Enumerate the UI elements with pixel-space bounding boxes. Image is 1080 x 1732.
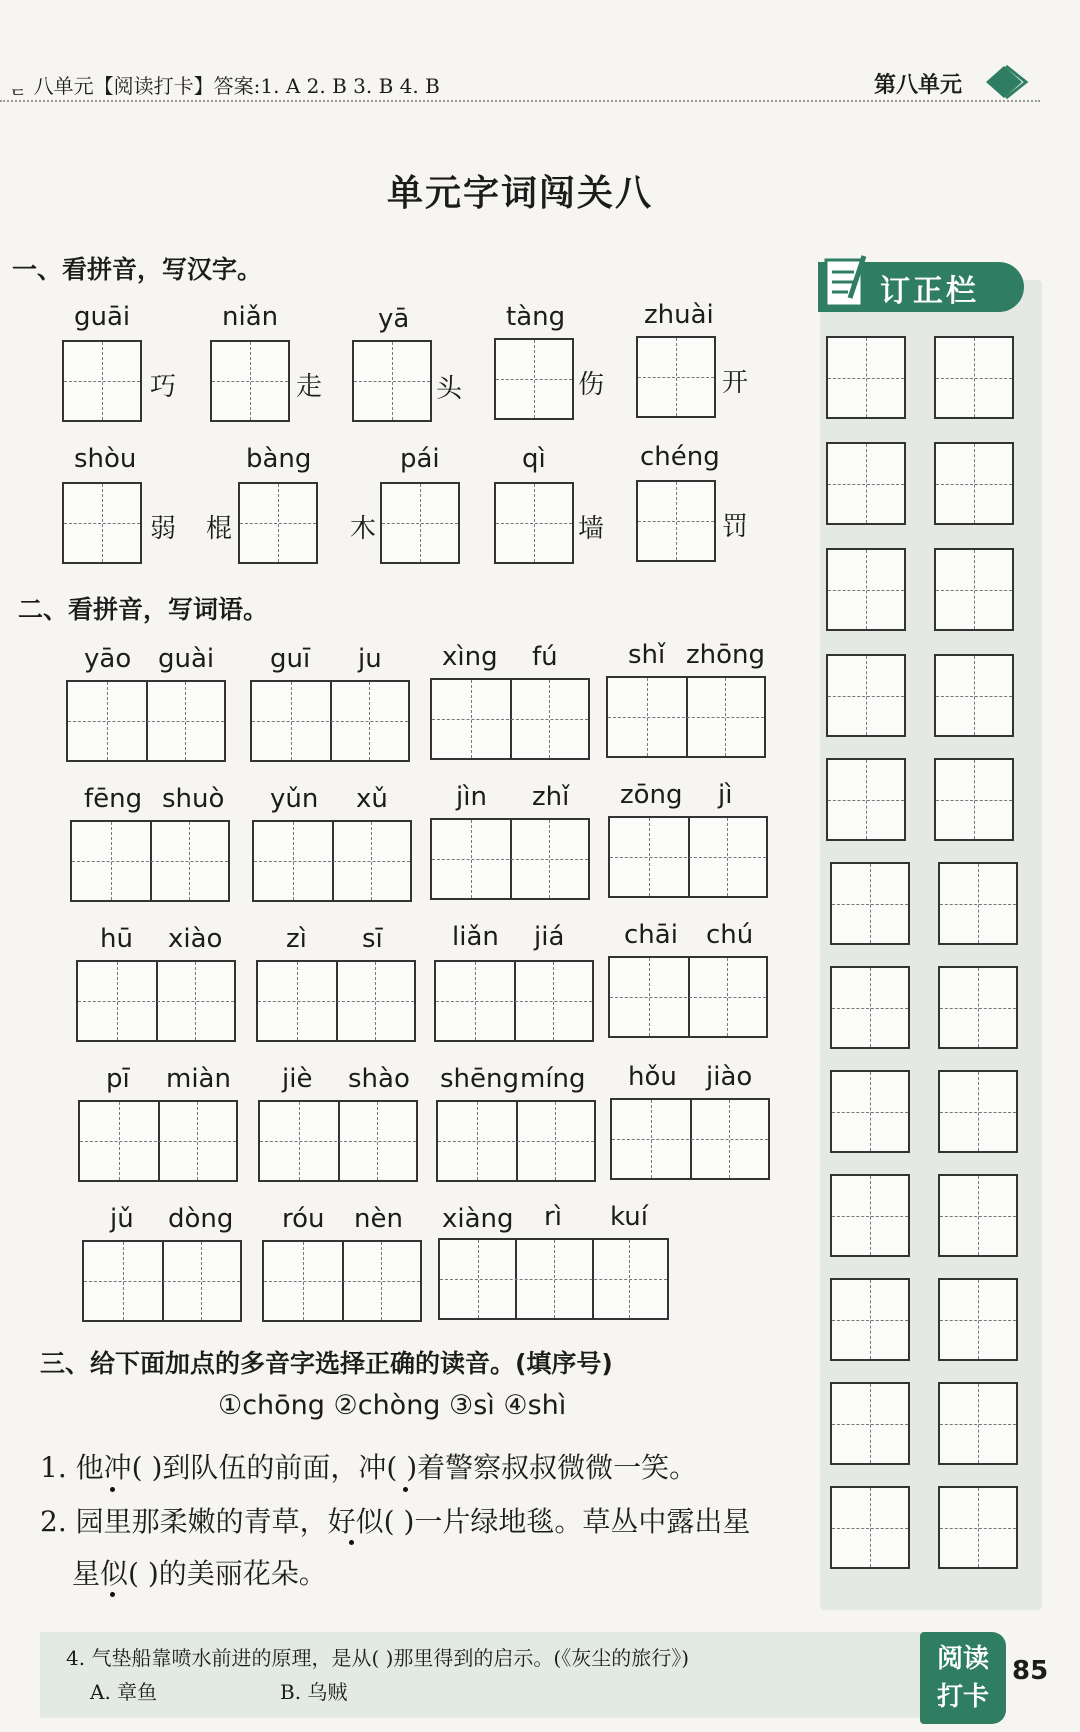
- footer-question: 4. 气垫船靠喷水前进的原理，是从( )那里得到的启示。(《灰尘的旅行》): [66, 1646, 690, 1670]
- word-cell[interactable]: [256, 960, 416, 1042]
- footer-option-a: A. 章鱼: [90, 1680, 158, 1704]
- pinyin-label: shòu: [74, 444, 137, 474]
- correction-cell[interactable]: [826, 442, 906, 525]
- pinyin-label: zhōng: [686, 640, 766, 670]
- correction-header: 订正栏: [818, 262, 1024, 312]
- word-cell[interactable]: [434, 960, 594, 1042]
- word-cell[interactable]: [430, 678, 590, 760]
- given-char: 开: [722, 368, 749, 398]
- badge-line-1: 阅读: [936, 1644, 989, 1674]
- pinyin-label: xiàng: [442, 1204, 514, 1234]
- pinyin-label: shēng: [440, 1064, 520, 1094]
- correction-cell[interactable]: [830, 1070, 910, 1153]
- word-cell[interactable]: [258, 1100, 418, 1182]
- pinyin-label: rì: [544, 1202, 562, 1232]
- writing-cell[interactable]: [238, 482, 318, 564]
- correction-cell[interactable]: [830, 862, 910, 945]
- writing-cell[interactable]: [380, 482, 460, 564]
- writing-cell[interactable]: [636, 336, 716, 418]
- given-char: 头: [436, 374, 463, 404]
- pinyin-label: xiào: [168, 924, 223, 954]
- given-char: 走: [296, 372, 323, 402]
- pinyin-label: bàng: [246, 444, 312, 474]
- correction-cell[interactable]: [934, 548, 1014, 631]
- pinyin-label: jiào: [706, 1062, 753, 1092]
- pinyin-label: zōng: [620, 780, 683, 810]
- pinyin-label: yā: [378, 304, 410, 334]
- correction-cell[interactable]: [934, 654, 1014, 737]
- pinyin-label: róu: [282, 1204, 325, 1234]
- correction-cell[interactable]: [934, 442, 1014, 525]
- word-cell[interactable]: [438, 1238, 669, 1320]
- given-char: 木: [350, 514, 377, 544]
- writing-cell[interactable]: [636, 480, 716, 562]
- pinyin-label: chú: [706, 920, 754, 950]
- word-cell[interactable]: [436, 1100, 596, 1182]
- correction-cell[interactable]: [938, 862, 1018, 945]
- pinyin-label: guī: [270, 644, 311, 674]
- word-cell[interactable]: [608, 956, 768, 1038]
- footer-option-b: B. 乌贼: [280, 1680, 348, 1704]
- word-cell[interactable]: [608, 816, 768, 898]
- correction-cell[interactable]: [938, 1070, 1018, 1153]
- pinyin-label: hū: [100, 924, 133, 954]
- notebook-pencil-icon: [820, 250, 878, 312]
- given-char: 弱: [150, 514, 177, 544]
- word-cell[interactable]: [78, 1100, 238, 1182]
- pinyin-label: niǎn: [222, 302, 279, 332]
- unit-label: 第八单元: [873, 73, 962, 98]
- word-cell[interactable]: [606, 676, 766, 758]
- header-divider: [0, 100, 1040, 102]
- word-cell[interactable]: [250, 680, 410, 762]
- word-cell[interactable]: [252, 820, 412, 902]
- header-answer-line: ᆮ 八单元【阅读打卡】答案:1. A 2. B 3. B 4. B: [8, 74, 440, 98]
- pinyin-label: miàn: [166, 1064, 231, 1094]
- pinyin-label: hǒu: [628, 1062, 677, 1092]
- given-char: 伤: [578, 370, 605, 400]
- emphasis-dot: [349, 1540, 354, 1545]
- correction-cell[interactable]: [934, 758, 1014, 841]
- correction-cell[interactable]: [938, 1382, 1018, 1465]
- pinyin-label: fú: [532, 642, 558, 672]
- pronunciation-options: ①chōng ②chòng ③sì ④shì: [218, 1390, 567, 1421]
- pinyin-label: kuí: [610, 1202, 648, 1232]
- word-cell[interactable]: [70, 820, 230, 902]
- pinyin-label: guài: [158, 644, 215, 674]
- pinyin-label: liǎn: [452, 922, 499, 952]
- correction-cell[interactable]: [830, 1382, 910, 1465]
- writing-cell[interactable]: [62, 482, 142, 564]
- correction-cell[interactable]: [830, 1174, 910, 1257]
- given-char: 罚: [722, 512, 749, 542]
- correction-cell[interactable]: [830, 1278, 910, 1361]
- reading-checkin-badge: [920, 1632, 1006, 1724]
- correction-cell[interactable]: [830, 966, 910, 1049]
- pinyin-label: pái: [400, 444, 440, 474]
- pinyin-label: pī: [106, 1064, 130, 1094]
- pinyin-label: míng: [520, 1064, 586, 1094]
- pinyin-label: sī: [362, 924, 383, 954]
- pinyin-label: guāi: [74, 302, 131, 332]
- writing-cell[interactable]: [210, 340, 290, 422]
- correction-cell[interactable]: [938, 1278, 1018, 1361]
- correction-cell[interactable]: [934, 336, 1014, 419]
- pinyin-label: nèn: [354, 1204, 403, 1234]
- badge-line-2: 打卡: [936, 1682, 989, 1712]
- pinyin-label: shuò: [162, 784, 225, 814]
- pinyin-label: chéng: [640, 442, 720, 472]
- section1-title: 一、看拼音，写汉字。: [12, 255, 263, 284]
- emphasis-dot: [110, 1592, 115, 1597]
- pinyin-label: ju: [358, 644, 382, 674]
- pinyin-label: zì: [286, 924, 307, 954]
- writing-cell[interactable]: [352, 340, 432, 422]
- pinyin-label: zhuài: [644, 300, 714, 330]
- correction-cell[interactable]: [938, 1486, 1018, 1569]
- pinyin-label: qì: [522, 444, 546, 474]
- pinyin-label: tàng: [506, 302, 566, 332]
- question-2-line-1: 2. 园里那柔嫩的青草，好似( )一片绿地毯。草丛中露出星: [40, 1505, 751, 1538]
- word-cell[interactable]: [262, 1240, 422, 1322]
- given-char: 巧: [150, 372, 177, 402]
- correction-cell[interactable]: [826, 758, 906, 841]
- question-2-line-2: 星似( )的美丽花朵。: [72, 1557, 327, 1590]
- word-cell[interactable]: [76, 960, 236, 1042]
- pinyin-label: chāi: [624, 920, 678, 950]
- correction-cell[interactable]: [938, 966, 1018, 1049]
- correction-cell[interactable]: [830, 1486, 910, 1569]
- given-char: 墙: [578, 514, 605, 544]
- pinyin-label: shǐ: [628, 640, 666, 670]
- question-1: 1. 他冲( )到队伍的前面，冲( )着警察叔叔微微一笑。: [40, 1451, 698, 1484]
- writing-cell[interactable]: [62, 340, 142, 422]
- correction-cell[interactable]: [826, 548, 906, 631]
- correction-cell[interactable]: [826, 654, 906, 737]
- given-char: 棍: [206, 514, 233, 544]
- page-number: 85: [1012, 1656, 1049, 1686]
- word-cell[interactable]: [610, 1098, 770, 1180]
- pinyin-label: jiá: [534, 922, 565, 952]
- correction-cell[interactable]: [938, 1174, 1018, 1257]
- word-cell[interactable]: [430, 818, 590, 900]
- section2-title: 二、看拼音，写词语。: [18, 595, 269, 624]
- pinyin-label: xìng: [442, 642, 498, 672]
- pinyin-label: jì: [718, 780, 733, 810]
- diamond-icon: [982, 62, 1030, 102]
- word-cell[interactable]: [82, 1240, 242, 1322]
- pinyin-label: fēng: [84, 784, 143, 814]
- pinyin-label: jǔ: [110, 1204, 134, 1234]
- pinyin-label: yǔn: [270, 784, 319, 814]
- correction-cell[interactable]: [826, 336, 906, 419]
- page-title: 单元字词闯关八: [386, 172, 653, 214]
- pinyin-label: zhǐ: [532, 782, 570, 812]
- pinyin-label: dòng: [168, 1204, 234, 1234]
- word-cell[interactable]: [66, 680, 226, 762]
- pinyin-label: jìn: [456, 782, 487, 812]
- writing-cell[interactable]: [494, 338, 574, 420]
- emphasis-dot: [403, 1487, 408, 1492]
- writing-cell[interactable]: [494, 482, 574, 564]
- pinyin-label: shào: [348, 1064, 410, 1094]
- pinyin-label: xǔ: [356, 784, 388, 814]
- section3-title: 三、给下面加点的多音字选择正确的读音。(填序号): [40, 1349, 613, 1378]
- pinyin-label: jiè: [282, 1064, 313, 1094]
- pinyin-label: yāo: [84, 644, 132, 674]
- emphasis-dot: [110, 1487, 115, 1492]
